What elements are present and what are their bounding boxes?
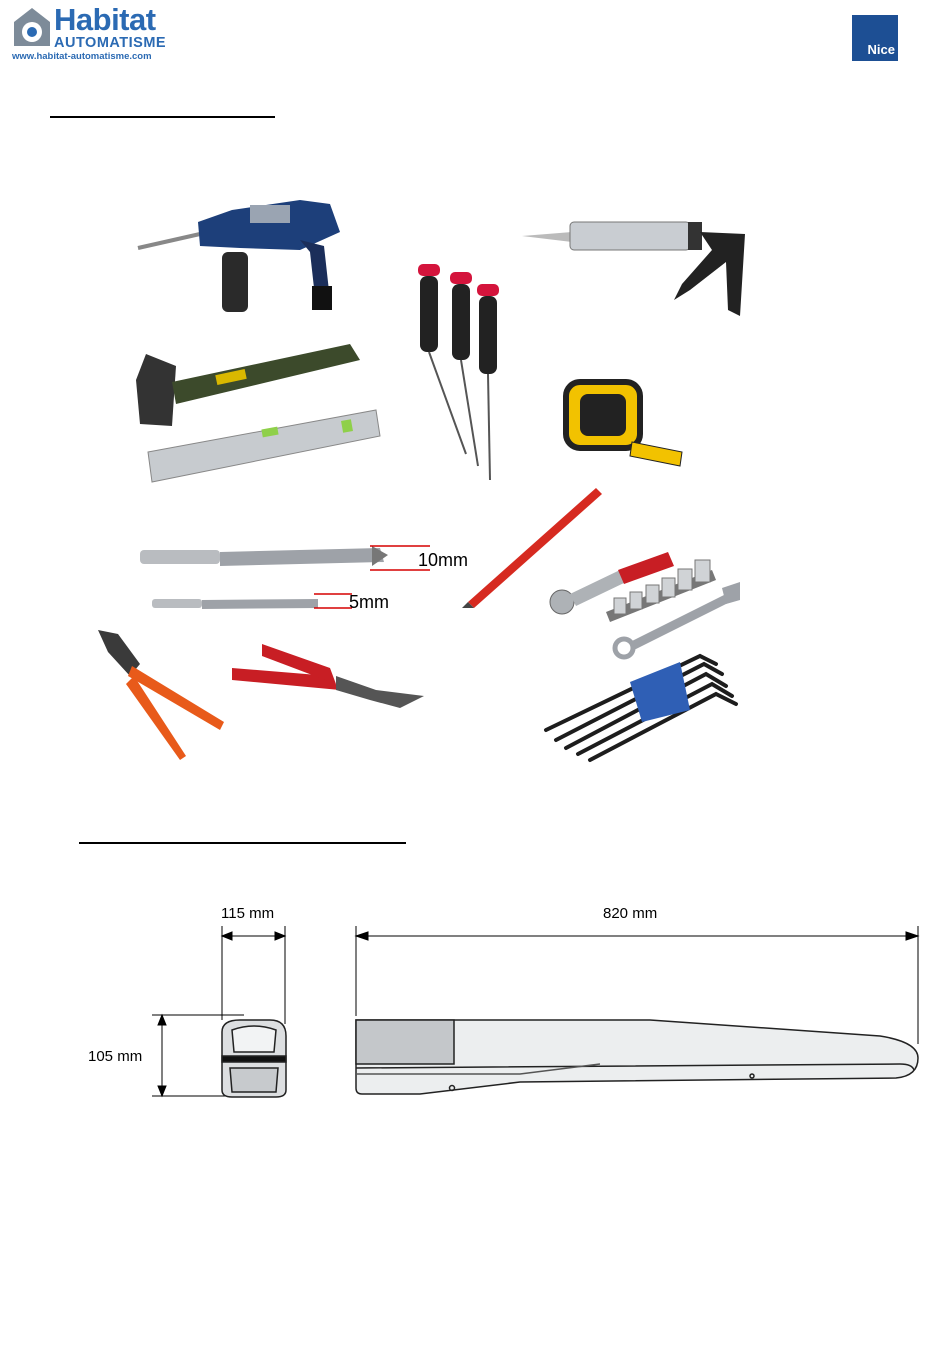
needle-nose-pliers-icon	[232, 644, 424, 708]
habitat-logo	[10, 4, 180, 64]
tools-illustration	[0, 180, 950, 780]
height-label: 105 mm	[88, 1048, 143, 1065]
nice-brand-logo	[852, 15, 898, 61]
logo-title: Habitat	[54, 2, 156, 37]
brand-name: Nice	[867, 42, 895, 57]
spirit-level-icon	[148, 410, 380, 482]
drill-bit-icon	[140, 546, 468, 612]
dimension-drawing	[0, 890, 950, 1110]
hammer-icon	[136, 344, 360, 426]
dimensions-section-heading-rule	[79, 842, 406, 844]
motor-end-view	[222, 1020, 286, 1097]
cutting-pliers-icon	[98, 630, 224, 760]
logo-subtitle: AUTOMATISME	[54, 35, 167, 51]
width-dimension	[222, 926, 285, 1024]
drill-bit-large-label: 10mm	[418, 550, 469, 570]
motor-side-view	[356, 1020, 918, 1094]
drill-icon	[138, 200, 340, 312]
caulk-gun-icon	[522, 222, 745, 316]
length-label: 820 mm	[603, 905, 658, 922]
drill-bit-small-label: 5mm	[349, 592, 389, 612]
house-gear-icon	[12, 6, 52, 50]
width-label: 115 mm	[221, 905, 275, 922]
tape-measure-icon	[566, 382, 682, 466]
logo-url[interactable]: www.habitat-automatisme.com	[12, 51, 152, 62]
screwdriver-icon	[418, 264, 499, 480]
tools-section-heading-rule	[50, 116, 275, 118]
